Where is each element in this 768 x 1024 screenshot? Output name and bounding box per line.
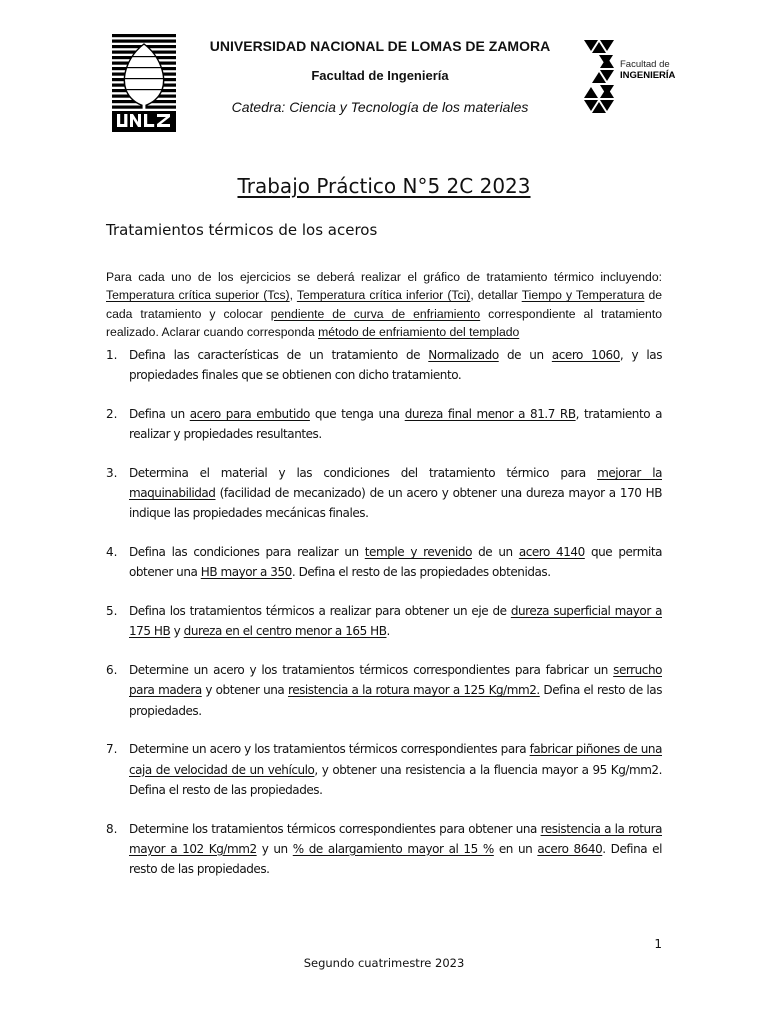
university-name: UNIVERSIDAD NACIONAL DE LOMAS DE ZAMORA [209, 38, 551, 54]
exercise-item [106, 463, 662, 524]
underlined-text: serrucho para madera [129, 663, 662, 698]
text-run: , y obtener una resistencia a la fluencia mayor a 95 Kg/mm2. Defina el resto de las propiedades. [129, 762, 662, 797]
text-run: , tratamiento a realizar y propiedades resultantes. [129, 407, 662, 442]
underlined-text: % de alargamiento mayor al 15 % [292, 841, 494, 856]
text-run: , [289, 288, 297, 303]
underlined-text: Temperatura crítica inferior (Tci) [296, 288, 471, 303]
text-run: . Defina el resto de las propiedades obtenidas. [291, 565, 551, 580]
text-run: (facilidad de mecanizado) de un acero y obtener una dureza mayor a 170 HB indique las propiedades mecánicas finales. [129, 486, 662, 521]
text-run: de un [471, 545, 519, 560]
exercise-item [106, 542, 662, 582]
text-run: Defina el resto de las propiedades. [129, 683, 663, 718]
text-run: que tenga una [309, 407, 405, 421]
text-run: Defina las condiciones para realizar un [129, 545, 365, 560]
page-title-text: Trabajo Práctico N°5 2C 2023 [237, 174, 531, 198]
text-run: Determine los tratamientos térmicos correspondientes para obtener una [129, 821, 541, 836]
page-title [0, 174, 768, 198]
exercise-text [129, 545, 662, 579]
text-run: Determina el material y las condiciones del tratamiento térmico para [129, 466, 598, 480]
text-run: de cada tratamiento y colocar [106, 288, 663, 321]
faculty-name: Facultad de Ingeniería [311, 68, 449, 83]
underlined-text: acero para embutido [189, 407, 310, 421]
text-run: y obtener una [201, 683, 288, 698]
underlined-text: dureza en el centro menor a 165 HB [183, 624, 387, 639]
exercise-item [106, 601, 662, 641]
exercise-text [129, 466, 662, 520]
text-run: Defina las características de un tratamiento de [129, 348, 429, 362]
exercise-text [129, 407, 662, 441]
page-footer: Segundo cuatrimestre 2023 [303, 956, 465, 970]
exercise-number: 8. [106, 821, 118, 836]
underlined-text: Normalizado [428, 348, 499, 362]
logo-text-line1: Facultad de [620, 59, 670, 70]
text-run: y un [256, 841, 293, 856]
underlined-text: fabricar piñones de una caja de velocidad de un vehículo [129, 742, 662, 777]
underlined-text: acero 8640 [537, 841, 603, 856]
exercise-number: 1. [106, 348, 118, 362]
exercise-list [106, 345, 662, 898]
text-run: Defina los tratamientos térmicos a realizar para obtener un eje de [129, 604, 511, 619]
exercise-item [106, 819, 662, 880]
exercise-text [129, 742, 662, 796]
text-run: correspondiente al tratamiento realizado. Aclarar cuando corresponda [106, 306, 662, 340]
underlined-text: dureza superficial mayor a 175 HB [129, 604, 662, 639]
exercise-text [129, 663, 662, 717]
text-run: que permita obtener una [129, 545, 662, 580]
text-run: , detallar [470, 288, 522, 303]
exercise-text [129, 604, 662, 638]
text-run: Defina un [129, 407, 190, 421]
underlined-text: dureza final menor a 81.7 RB [404, 407, 576, 421]
text-run: Determine un acero y los tratamientos térmicos correspondientes para [129, 742, 530, 757]
text-run: , y las propiedades finales que se obtienen con dicho tratamiento. [129, 348, 662, 383]
unlz-tree-logo-icon [112, 34, 176, 132]
exercise-number: 6. [106, 663, 118, 678]
section-subtitle: Tratamientos térmicos de los aceros [106, 221, 378, 239]
exercise-item [106, 345, 662, 385]
exercise-number: 4. [106, 545, 118, 560]
underlined-text: resistencia a la rotura mayor a 102 Kg/mm2 [129, 821, 662, 856]
faculty-triangles-logo-icon [580, 38, 676, 116]
chair-name: Catedra: Ciencia y Tecnología de los materiales [231, 99, 529, 115]
text-run: . Defina el resto de las propiedades. [129, 841, 662, 877]
underlined-text: pendiente de curva de enfriamiento [270, 306, 481, 321]
underlined-text: mejorar la maquinabilidad [129, 466, 662, 501]
underlined-text: acero 1060 [551, 348, 620, 362]
exercise-number: 7. [106, 742, 118, 757]
exercise-number: 5. [106, 604, 118, 619]
underlined-text: Tiempo y Temperatura [521, 288, 645, 303]
intro-paragraph [106, 268, 662, 341]
logo-text-line2: INGENIERÍA [620, 70, 676, 81]
text-run: y [170, 624, 184, 639]
text-run: . [386, 624, 390, 639]
text-run: en un [493, 841, 538, 856]
underlined-text: Temperatura crítica superior (Tcs) [106, 288, 290, 303]
underlined-text: resistencia a la rotura mayor a 125 Kg/mm2. [287, 683, 540, 698]
exercise-number: 2. [106, 407, 118, 421]
exercise-item [106, 739, 662, 800]
text-run: de un [498, 348, 552, 362]
text-run: Para cada uno de los ejercicios se deberá realizar el gráfico de tratamiento térmico incluyendo: [106, 270, 662, 285]
text-run: Determine un acero y los tratamientos térmicos correspondientes para fabricar un [129, 663, 614, 678]
exercise-number: 3. [106, 466, 118, 480]
underlined-text: método de enfriamiento del templado [318, 325, 520, 340]
exercise-text [129, 822, 662, 876]
page-number: 1 [654, 937, 662, 951]
underlined-text: acero 4140 [518, 545, 585, 560]
exercise-item [106, 660, 662, 721]
exercise-text [129, 348, 662, 382]
underlined-text: HB mayor a 350 [200, 565, 292, 580]
underlined-text: temple y revenido [364, 545, 472, 560]
exercise-item [106, 404, 662, 444]
